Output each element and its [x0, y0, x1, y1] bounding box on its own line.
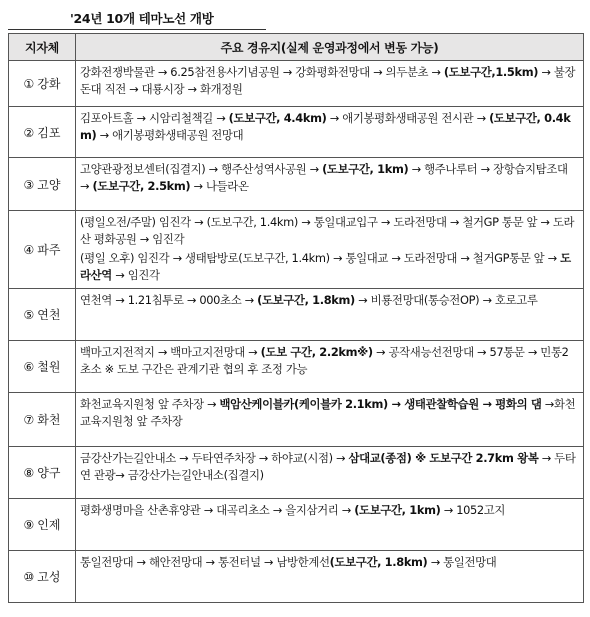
route-emphasis: 삼대교(종점) ※ 도보구간 2.7km 왕복 — [348, 451, 539, 465]
region-name: 양구 — [37, 466, 61, 480]
route-segment: →화천교육지원청 앞 주차장 — [80, 397, 576, 428]
route-emphasis: 백암산케이블카(케이블카 2.1km) → 생태관찰학습원 → 평화의 댐 — [219, 397, 542, 411]
region-number: ⑨ — [23, 518, 35, 532]
route-segment: → 두타연 관광→ 금강산가는길안내소(집결지) — [80, 451, 576, 482]
route-segment: → 애기봉평화생태공원 전시관 → — [326, 111, 490, 125]
region-name: 고양 — [37, 177, 61, 192]
route-cell — [76, 551, 584, 603]
route-segment: → 나들라온 — [190, 179, 249, 193]
route-emphasis: (도보구간, 2.5km) — [92, 179, 191, 193]
region-name: 파주 — [37, 243, 61, 257]
route-emphasis: (도보구간, 4.4km) — [228, 111, 327, 125]
region-number: ⑦ — [23, 413, 35, 427]
region-cell — [9, 551, 76, 603]
route-segment: (평일 오후) 임진각 → 생태탐방로(도보구간, 1.4km) → 통일대교 → 도라전망대 → 철거GP통문 앞 → — [80, 251, 561, 265]
region-cell — [9, 447, 76, 499]
route-cell — [76, 393, 584, 447]
route-cell — [76, 61, 584, 107]
region-name: 고성 — [37, 570, 61, 584]
header-region: 지자체 — [9, 34, 76, 61]
page-title: '24년 10개 테마노선 개방 — [70, 11, 214, 26]
region-cell — [9, 211, 76, 289]
route-subsection — [80, 214, 579, 248]
region-number: ⑩ — [23, 570, 35, 584]
header-route: 주요 경유지(실제 운영과정에서 변동 가능) — [76, 34, 584, 61]
region-number: ⑧ — [23, 466, 35, 480]
table-header-row — [9, 34, 584, 61]
region-number: ⑤ — [23, 308, 35, 322]
region-name: 강화 — [37, 77, 61, 91]
theme-route-table — [8, 33, 584, 603]
region-name: 연천 — [37, 308, 61, 322]
route-segment: → 불장돈대 직전 → 대룡시장 → 화개정원 — [80, 65, 576, 96]
table-row — [9, 158, 584, 211]
table-row — [9, 211, 584, 289]
route-segment: → 임진각 — [111, 268, 160, 282]
route-emphasis: (도보구간, 1.8km) — [257, 293, 355, 307]
route-segment: 연천역 → 1.21침투로 → 000초소 → — [80, 293, 258, 307]
route-segment: → 공작새능선전망대 → 57통문 → 민통2초소 ※ 도보 구간은 관계기관 협의 후 조정 가능 — [80, 345, 569, 376]
route-segment: 화천교육지원청 앞 주차장 → — [80, 397, 220, 411]
region-name: 화천 — [37, 413, 61, 427]
route-emphasis: (도보구간, 0.4km) — [80, 111, 571, 142]
table-body — [9, 61, 584, 603]
route-segment: 평화생명마을 산촌휴양관 → 대곡리초소 → 을지삼거리 → — [80, 503, 355, 517]
route-emphasis: (도보 구간, 2.2km※) — [260, 345, 373, 359]
route-cell — [76, 341, 584, 393]
table-row — [9, 289, 584, 341]
route-segment: → 1052고지 — [440, 503, 506, 517]
table-row — [9, 551, 584, 603]
route-segment: (평일오전/주말) 임진각 → (도보구간, 1.4km) → 통일대교입구 → 도라전망대 → 철거GP 통문 앞 → 도라산 평화공원 → 임진각 — [80, 215, 575, 246]
route-cell — [76, 107, 584, 158]
region-cell — [9, 499, 76, 551]
region-number: ③ — [23, 177, 35, 192]
region-cell — [9, 393, 76, 447]
table-row — [9, 393, 584, 447]
route-segment: 통일전망대 → 해안전망대 → 통전터널 → 남방한계선 — [80, 555, 330, 569]
region-cell — [9, 61, 76, 107]
route-segment: → 애기봉평화생태공원 전망대 — [96, 128, 244, 142]
route-cell — [76, 158, 584, 211]
region-cell — [9, 107, 76, 158]
region-number: ④ — [23, 243, 35, 257]
route-segment: → 비룡전망대(통승전OP) → 호로고루 — [354, 293, 538, 307]
route-segment: 김포아트홀 → 시암리철책길 → — [80, 111, 229, 125]
region-name: 김포 — [37, 125, 61, 140]
region-name: 인제 — [37, 518, 61, 532]
route-segment: 백마고지전적지 → 백마고지전망대 → — [80, 345, 261, 359]
route-segment: 금강산가는길안내소 → 두타연주차장 → 하야교(시점) → — [80, 451, 349, 465]
route-cell — [76, 447, 584, 499]
table-row — [9, 61, 584, 107]
region-number: ② — [23, 125, 35, 140]
route-cell — [76, 289, 584, 341]
region-cell — [9, 289, 76, 341]
route-segment: → 행주나루터 → 장항습지탐조대 → — [80, 162, 568, 193]
title-underline — [8, 29, 266, 30]
route-segment: → 통일전망대 — [427, 555, 497, 569]
route-segment: 고양관광정보센터(집결지) → 행주산성역사공원 → — [80, 162, 323, 176]
region-name: 철원 — [37, 360, 61, 374]
route-emphasis: (도보구간, 1.8km) — [329, 555, 428, 569]
region-number: ⑥ — [23, 360, 35, 374]
table-row — [9, 107, 584, 158]
route-subsection — [80, 250, 579, 284]
route-cell — [76, 499, 584, 551]
region-cell — [9, 158, 76, 211]
table-row — [9, 341, 584, 393]
route-emphasis: 도라산역 — [80, 251, 571, 282]
route-segment: 강화전쟁박물관 → 6.25참전용사기념공원 → 강화평화전망대 → 의두분초 → — [80, 65, 444, 79]
table-row — [9, 499, 584, 551]
region-number: ① — [23, 77, 35, 91]
route-cell — [76, 211, 584, 289]
route-emphasis: (도보구간, 1km) — [354, 503, 441, 517]
table-row — [9, 447, 584, 499]
route-emphasis: (도보구간,1.5km) — [443, 65, 539, 79]
region-cell — [9, 341, 76, 393]
route-emphasis: (도보구간, 1km) — [322, 162, 409, 176]
